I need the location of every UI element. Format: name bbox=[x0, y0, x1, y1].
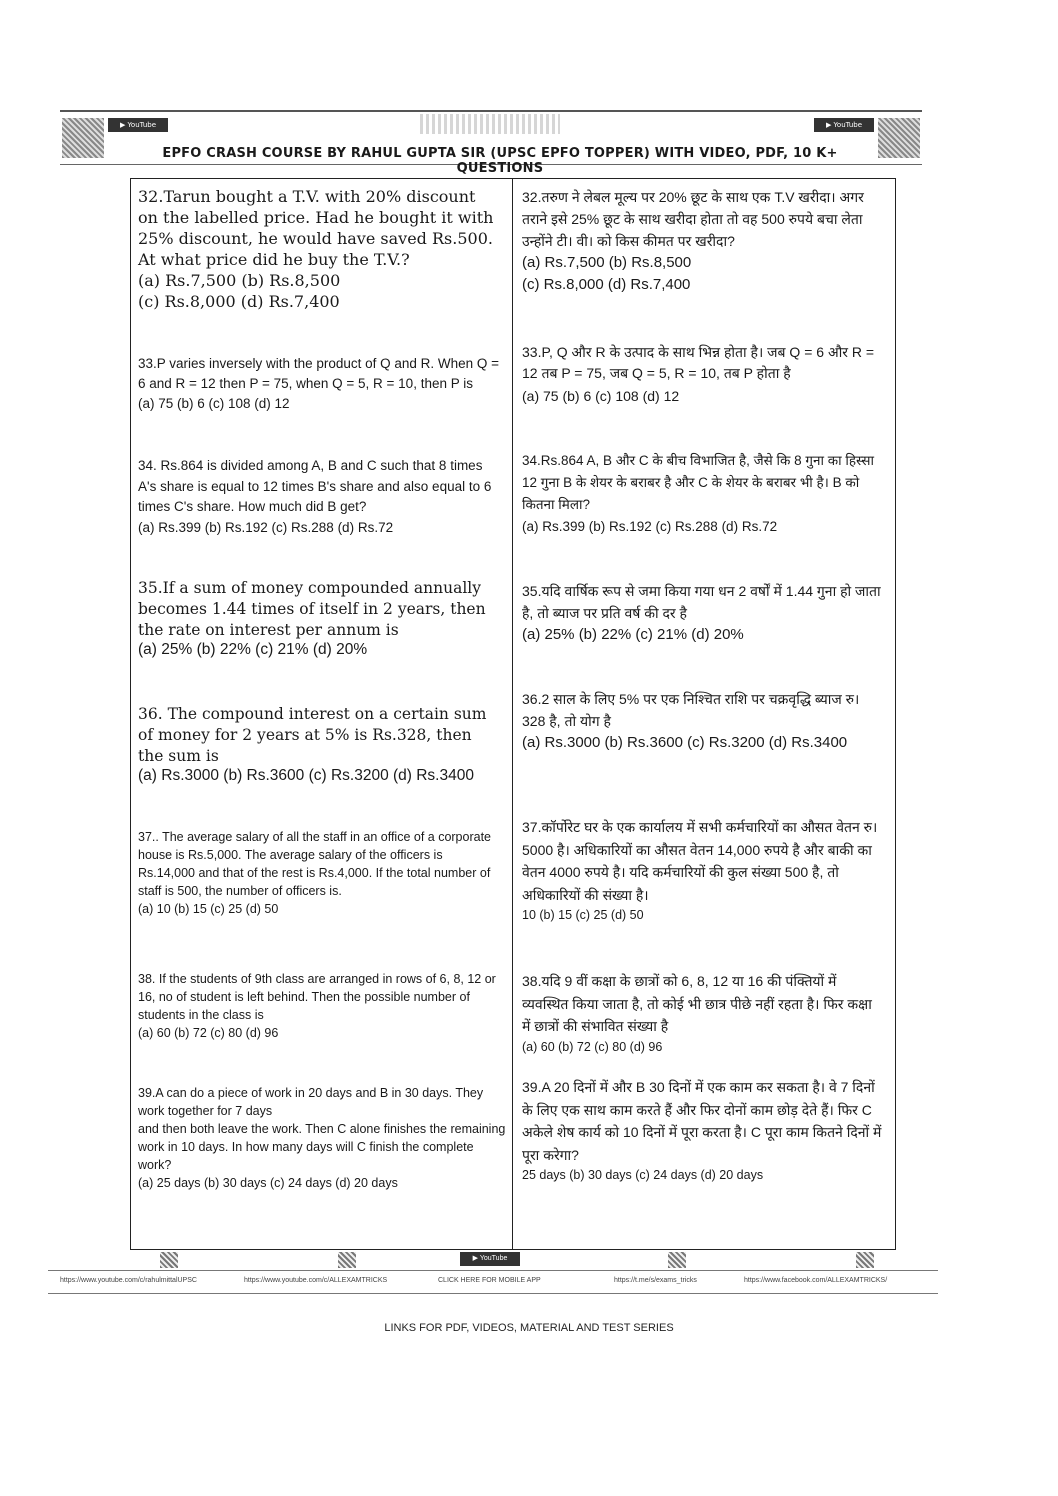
question-32-hi: 32.तरुण ने लेबल मूल्य पर 20% छूट के साथ एक T.V खरीदा। अगर तराने इसे 25% छूट के साथ खरीदा होता तो वह 500 रुपये बचा लेता उन्होंने टी। वी। को किस कीमत पर खरीदा? (a) Rs.7,500 (b) Rs.8,500 (c) Rs.8,000 (d) Rs.7,400 bbox=[522, 189, 864, 293]
question-36-en: 36. The compound interest on a certain sum of money for 2 years at 5% is Rs.328, then the sum is (a) Rs.3000 (b) Rs.3600 (c) Rs.3200 (d) Rs.3400 bbox=[138, 705, 487, 785]
qr-code-icon[interactable] bbox=[62, 118, 104, 158]
question-37-en: 37.. The average salary of all the staff in an office of a corporate house is Rs.5,000. The average salary of the officers is Rs.14,000 and that of the rest is Rs.4,000. If the total number of staff is 500, the number of officers is. (a) 10 (b) 15 (c) 25 (d) 50 bbox=[138, 830, 491, 916]
page-title: EPFO CRASH COURSE BY RAHUL GUPTA SIR (UPSC EPFO TOPPER) WITH VIDEO, PDF, 10 K+ QUESTIONS bbox=[162, 146, 838, 176]
question-39-en: 39.A can do a piece of work in 20 days and B in 30 days. They work together for 7 days and then both leave the work. Then C alone finishes the remaining work in 10 days. In how many days will C finish the complete work? (a) 25 days (b) 30 days (c) 24 days (d) 20 days bbox=[138, 1086, 506, 1190]
youtube-badge-right[interactable]: ▶ YouTube bbox=[814, 118, 874, 132]
youtube-badge-left[interactable]: ▶ YouTube bbox=[108, 118, 168, 132]
question-38-hi: 38.यदि 9 वीं कक्षा के छात्रों को 6, 8, 12 या 16 की पंक्तियों में व्यवस्थित किया जाता है, तो कोई भी छात्र पीछे नहीं रहता है। फिर कक्षा में छात्रों की संभावित संख्या है (a) 60 (b) 72 (c) 80 (d) 96 bbox=[522, 973, 872, 1054]
question-34-en: 34. Rs.864 is divided among A, B and C such that 8 times A's share is equal to 12 times B's share and also equal to 6 times C's share. How much did B get? (a) Rs.399 (b) Rs.192 (c) Rs.288 (d) Rs.72 bbox=[138, 458, 492, 535]
qr-icon-4[interactable] bbox=[856, 1252, 874, 1268]
footer-link-youtube-1[interactable]: https://www.youtube.com/c/rahulmittalUPSC bbox=[60, 1277, 197, 1284]
footer-links bbox=[48, 1270, 938, 1294]
footer-link-youtube-2[interactable]: https://www.youtube.com/c/ALLEXAMTRICKS bbox=[244, 1277, 388, 1284]
page-header bbox=[60, 110, 922, 176]
question-34-hi: 34.Rs.864 A, B और C के बीच विभाजित है, जैसे कि 8 गुना का हिस्सा 12 गुना B के शेयर के बराबर है और C के शेयर के बराबर भी है। B को कितना मिला? (a) Rs.399 (b) Rs.192 (c) Rs.288 (d) Rs.72 bbox=[522, 453, 875, 534]
question-39-hi: 39.A 20 दिनों में और B 30 दिनों में एक काम कर सकता है। वे 7 दिनों के लिए एक साथ काम करते हैं और फिर दोनों काम छोड़ देते हैं। फिर C अकेले शेष कार्य को 10 दिनों में पूरा करता है। C पूरा काम कितने दिनों में पूरा करेगा? 25 days (b) 30 days (c) 24 days (d) 20 days bbox=[522, 1079, 882, 1182]
footer-icon-row bbox=[150, 1252, 880, 1270]
question-33-en: 33.P varies inversely with the product of Q and R. When Q = 6 and R = 12 then P = 75, when Q = 5, R = 10, then P is (a) 75 (b) 6 (c) 108 (d) 12 bbox=[138, 356, 500, 411]
footer-link-mobile-app[interactable]: CLICK HERE FOR MOBILE APP bbox=[438, 1277, 541, 1284]
youtube-footer-button[interactable]: ▶ YouTube bbox=[460, 1252, 520, 1266]
qr-icon-2[interactable] bbox=[338, 1252, 356, 1268]
question-35-en: 35.If a sum of money compounded annually becomes 1.44 times of itself in 2 years, then the rate on interest per annum is (a) 25% (b) 22% (c) 21% (d) 20% bbox=[138, 579, 486, 659]
qr-icon-1[interactable] bbox=[160, 1252, 178, 1268]
footer-link-telegram[interactable]: https://t.me/s/exams_tricks bbox=[614, 1277, 697, 1284]
question-38-en: 38. If the students of 9th class are arranged in rows of 6, 8, 12 or 16, no of student is left behind. Then the possible number of students in the class is (a) 60 (b) 72 (c) 80 (d) 96 bbox=[138, 972, 496, 1040]
footer-caption: LINKS FOR PDF, VIDEOS, MATERIAL AND TEST SERIES bbox=[384, 1322, 674, 1334]
question-36-hi: 36.2 साल के लिए 5% पर एक निश्चित राशि पर चक्रवृद्धि ब्याज रु। 328 है, तो योग है (a) Rs.3000 (b) Rs.3600 (c) Rs.3200 (d) Rs.3400 bbox=[522, 691, 860, 751]
logo-watermark bbox=[420, 114, 560, 134]
qr-icon-3[interactable] bbox=[668, 1252, 686, 1268]
footer-link-facebook[interactable]: https://www.facebook.com/ALLEXAMTRICKS/ bbox=[744, 1277, 888, 1284]
qr-code-icon-right[interactable] bbox=[878, 118, 920, 158]
question-37-hi: 37.कॉर्पोरेट घर के एक कार्यालय में सभी कर्मचारियों का औसत वेतन रु। 5000 है। अधिकारियों का औसत वेतन 14,000 रुपये है और बाकी का वेतन 4000 रुपये है। यदि कर्मचारियों की कुल संख्या 500 है, तो अधिकारियों की संख्या है। 10 (b) 15 (c) 25 (d) 50 bbox=[522, 819, 878, 922]
question-35-hi: 35.यदि वार्षिक रूप से जमा किया गया धन 2 वर्षों में 1.44 गुना हो जाता है, तो ब्याज पर प्रति वर्ष की दर है (a) 25% (b) 22% (c) 21% (d) 20% bbox=[522, 583, 881, 643]
question-33-hi: 33.P, Q और R के उत्पाद के साथ भिन्न होता है। जब Q = 6 और R = 12 तब P = 75, जब Q = 5, R = 10, तब P होता है (a) 75 (b) 6 (c) 108 (d) 12 bbox=[522, 344, 875, 404]
question-32-en: 32.Tarun bought a T.V. with 20% discount on the labelled price. Had he bought it with 25% discount, he would have saved Rs.500. At what price did he buy the T.V.? (a) Rs.7,500 (b) Rs.8,500 (c) Rs.8,000 (d) Rs.7,400 bbox=[138, 187, 494, 311]
